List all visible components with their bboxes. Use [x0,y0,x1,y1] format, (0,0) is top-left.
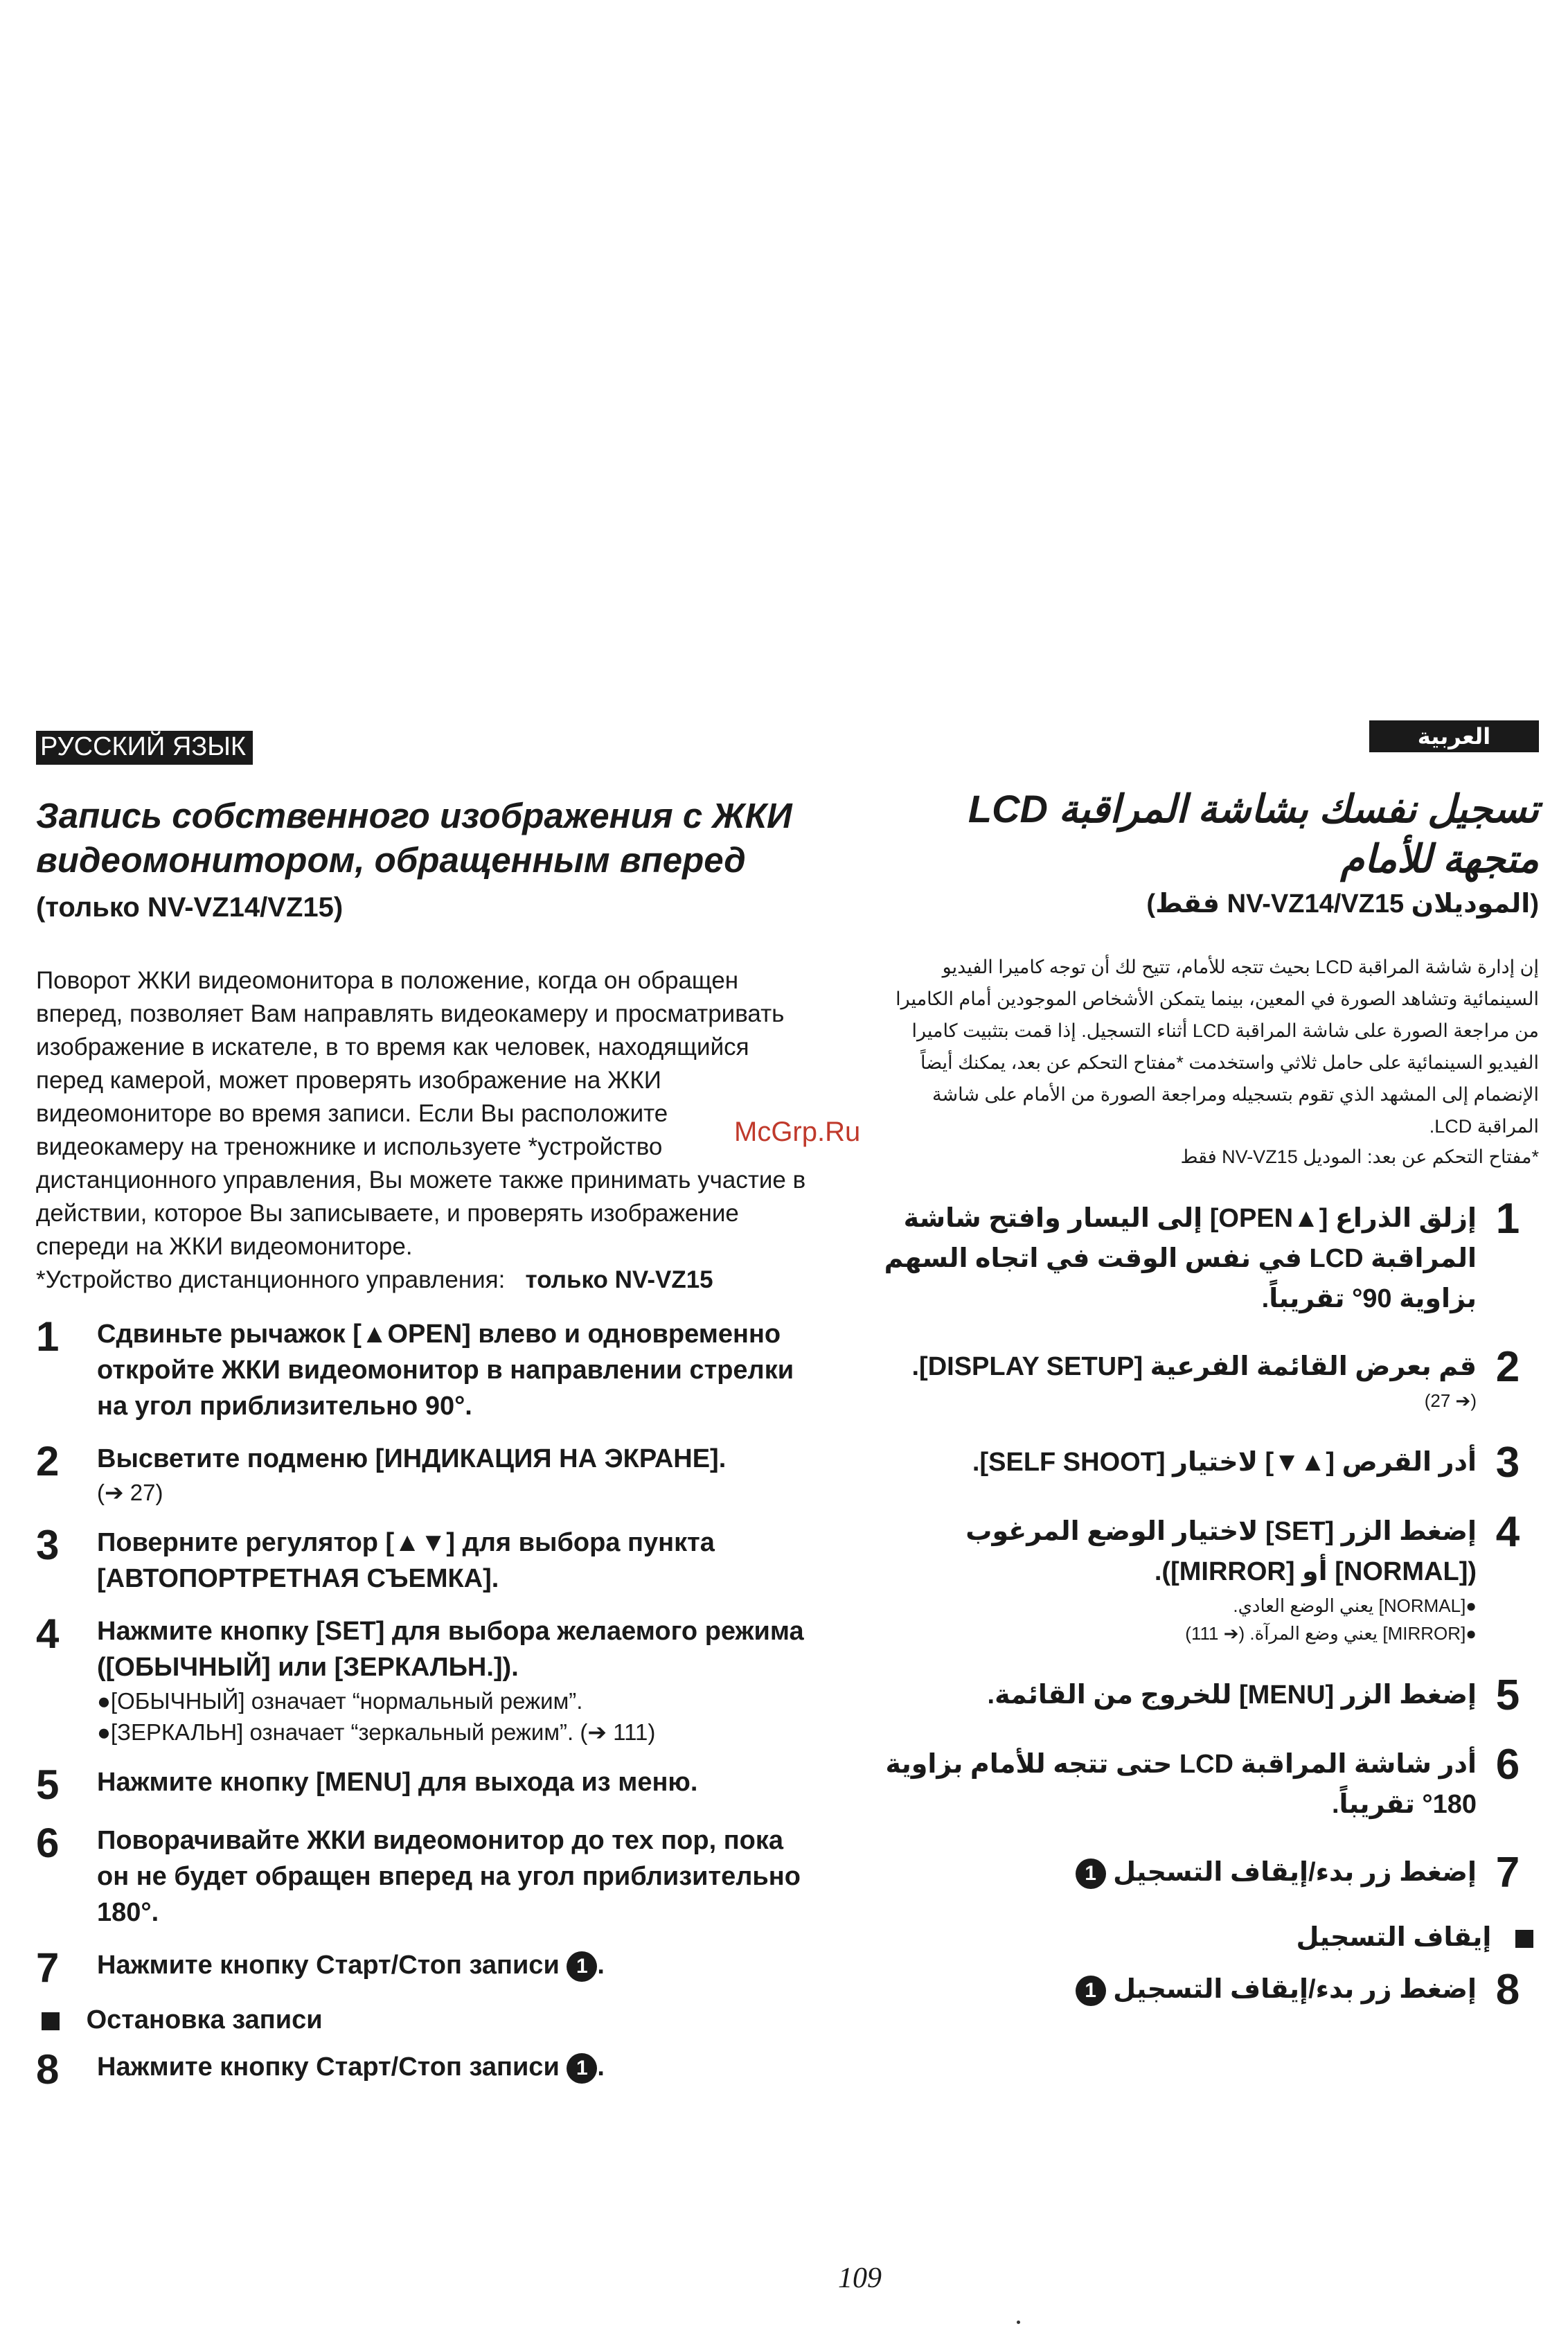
step-bullet-normal: ●[NORMAL] يعني الوضع العادي. [1233,1595,1477,1616]
step-text: إضغط الزر [SET] لاختيار الوضع المرغوب ([NORMAL] أو [MIRROR]). [965,1517,1477,1586]
step-reference: (➔ 27) [1424,1390,1477,1411]
russian-stop-heading [36,2005,819,2035]
step-text: Сдвиньте рычажок [▲OPEN] влево и одновременно откройте ЖКИ видеомонитор в направлении стрелки на угол приблизительно 90°. [97,1320,794,1421]
step-number: 5 [36,1762,60,1808]
arabic-column [873,720,1539,2039]
step-text: Поворачивайте ЖКИ видеомонитор до тех пор, пока он не будет обращен вперед на угол приблизительно 180°. [97,1826,801,1927]
step-number: 6 [1495,1741,1520,1789]
arabic-title: تسجيل نفسك بشاشة المراقبة LCD متجهة للأمام [968,787,1539,880]
arabic-step-3 [873,1439,1539,1487]
russian-step-3 [36,1522,819,1597]
russian-title [36,794,819,930]
step-reference: (➔ 27) [97,1480,163,1505]
arabic-note: *مفتاح التحكم عن بعد: الموديل NV-VZ15 فقط [1180,1146,1539,1167]
step-text: إزلق الذراع [▲OPEN] إلى اليسار وافتح شاشة المراقبة LCD في نفس الوقت في اتجاه السهم بزاوية 90° تقريباً. [884,1204,1477,1313]
arabic-stop-heading [873,1922,1539,1953]
step-text: Нажмите кнопку [MENU] для выхода из меню. [97,1768,698,1797]
step-number: 7 [36,1944,60,1991]
russian-step-7 [36,1944,819,1991]
russian-title-models: (только NV-VZ14/VZ15) [36,892,344,923]
russian-note-label: *Устройство дистанционного управления: [36,1266,506,1293]
arabic-intro: إن إدارة شاشة المراقبة LCD بحيث تتجه للأمام، تتيح لك أن توجه كاميرا الفيديو السينمائية وتشاهد الصورة في المعين، بينما يتمكن الأشخاص الموجودين أمام الكاميرا من مراجعة الصورة على شاشة المراقبة LCD أثناء التسجيل. إذا قمت بتثبيت كاميرا الفيديو السينمائية على حامل ثلاثي واستخدمت *مفتاح التحكم عن بعد، يمكنك أيضاً الإنضمام إلى المشهد الذي تقوم بتسجيله ومراجعة الصورة من الأمام على شاشة المراقبة LCD. [896,957,1539,1137]
step-number: 4 [1495,1508,1520,1556]
russian-step-4 [36,1613,819,1748]
step-text-content: إضغط زر بدء/إيقاف التسجيل [1113,1858,1477,1887]
step-text: Нажмите кнопку [SET] для выбора желаемого режима ([ОБЫЧНЫЙ] или [ЗЕРКАЛЬН.]). [97,1617,804,1682]
russian-step-2 [36,1438,819,1508]
step-number: 3 [1495,1439,1520,1487]
step-text: إضغط الزر [MENU] للخروج من القائمة. [987,1680,1477,1710]
step-number: 1 [1495,1195,1520,1243]
step-number: 5 [1495,1671,1520,1719]
russian-note-value: только NV-VZ15 [525,1266,713,1293]
arabic-language-tab: العربية [1369,720,1539,752]
step-text: Нажмите кнопку Старт/Стоп записи 1 . [97,2049,605,2091]
arabic-models: (الموديلان NV-VZ14/VZ15 فقط) [1146,889,1539,919]
arabic-step-5 [873,1671,1539,1719]
russian-column [36,731,819,2107]
step-number: 8 [36,2046,60,2093]
arabic-step-1 [873,1195,1539,1319]
russian-step-5 [36,1764,819,1806]
step-text [1076,1969,1477,2011]
russian-intro-text: Поворот ЖКИ видеомонитора в положение, когда он обращен вперед, позволяет Вам направлять видеокамеру и просматривать изображение в искателе, в то время как человек, находящийся перед камерой, может проверять изображение на ЖКИ видеомониторе во время записи. Если Вы расположите видеокамеру на треножнике и используете *устройство дистанционного управления, Вы можете также принимать участие в действии, которое Вы записываете, и проверять изображение спереди на ЖКИ видеомониторе. [36,967,806,1260]
step-number: 8 [1495,1966,1520,2014]
russian-stop-heading-text: Остановка записи [86,2005,323,2034]
circle-one-icon: 1 [567,2053,597,2084]
russian-intro [36,964,819,1297]
step-bullet-normal: ●[ОБЫЧНЫЙ] означает “нормальный режим”. [97,1688,583,1714]
step-text: قم بعرض القائمة الفرعية [DISPLAY SETUP]. [911,1352,1477,1381]
arabic-step-6 [873,1741,1539,1825]
step-bullet-mirror: ●[MIRROR] يعني وضع المرآة. (➔ 111) [1185,1623,1477,1644]
step-number: 1 [36,1313,60,1360]
russian-language-tab: РУССКИЙ ЯЗЫК [36,731,253,765]
step-bullet-mirror: ●[ЗЕРКАЛЬН] означает “зеркальный режим”. (➔ 111) [97,1719,656,1745]
step-text-content: إضغط زر بدء/إيقاف التسجيل [1113,1975,1477,2004]
circle-one-icon: 1 [1076,1976,1106,2006]
step-number: 2 [1495,1343,1520,1391]
square-bullet-icon [1515,1930,1533,1948]
step-text: Высветите подменю [ИНДИКАЦИЯ НА ЭКРАНЕ]. [97,1444,727,1473]
russian-step-6 [36,1822,819,1931]
step-number: 3 [36,1522,60,1568]
arabic-steps [873,1195,1539,2014]
russian-step-1 [36,1313,819,1424]
arabic-step-8 [873,1966,1539,2014]
step-text: Нажмите кнопку Старт/Стоп записи 1 . [97,1947,605,1989]
square-bullet-icon [42,2012,60,2030]
step-text-content: Нажмите кнопку Старт/Стоп записи [97,1951,560,1980]
page-number: 109 [838,2262,882,2294]
step-number: 2 [36,1438,60,1484]
arabic-step-7 [873,1849,1539,1897]
arabic-stop-heading-text: إيقاف التسجيل [1296,1923,1492,1952]
step-text: أدر شاشة المراقبة LCD حتى تتجه للأمام بزاوية 180° تقريباً. [885,1750,1477,1819]
arabic-step-4 [873,1508,1539,1647]
circle-one-icon: 1 [1076,1859,1106,1889]
step-number: 7 [1495,1849,1520,1897]
step-number: 6 [36,1820,60,1866]
speck [1017,2321,1020,2324]
russian-title-text: Запись собственного изображения с ЖКИ видеомонитором, обращенным вперед [36,796,792,880]
circle-one-icon: 1 [567,1951,597,1982]
step-text-content: Нажмите кнопку Старт/Стоп записи [97,2052,560,2082]
step-number: 4 [36,1611,60,1657]
russian-step-8 [36,2046,819,2093]
arabic-step-2 [873,1343,1539,1414]
russian-steps [36,1313,819,1991]
step-text: أدر القرص [▲▼] لاختيار [SELF SHOOT]. [972,1448,1477,1477]
step-text [1076,1852,1477,1894]
watermark: McGrp.Ru [734,1117,861,1147]
step-text: Поверните регулятор [▲▼] для выбора пункта [АВТОПОРТРЕТНАЯ СЪЕМКА]. [97,1528,715,1593]
